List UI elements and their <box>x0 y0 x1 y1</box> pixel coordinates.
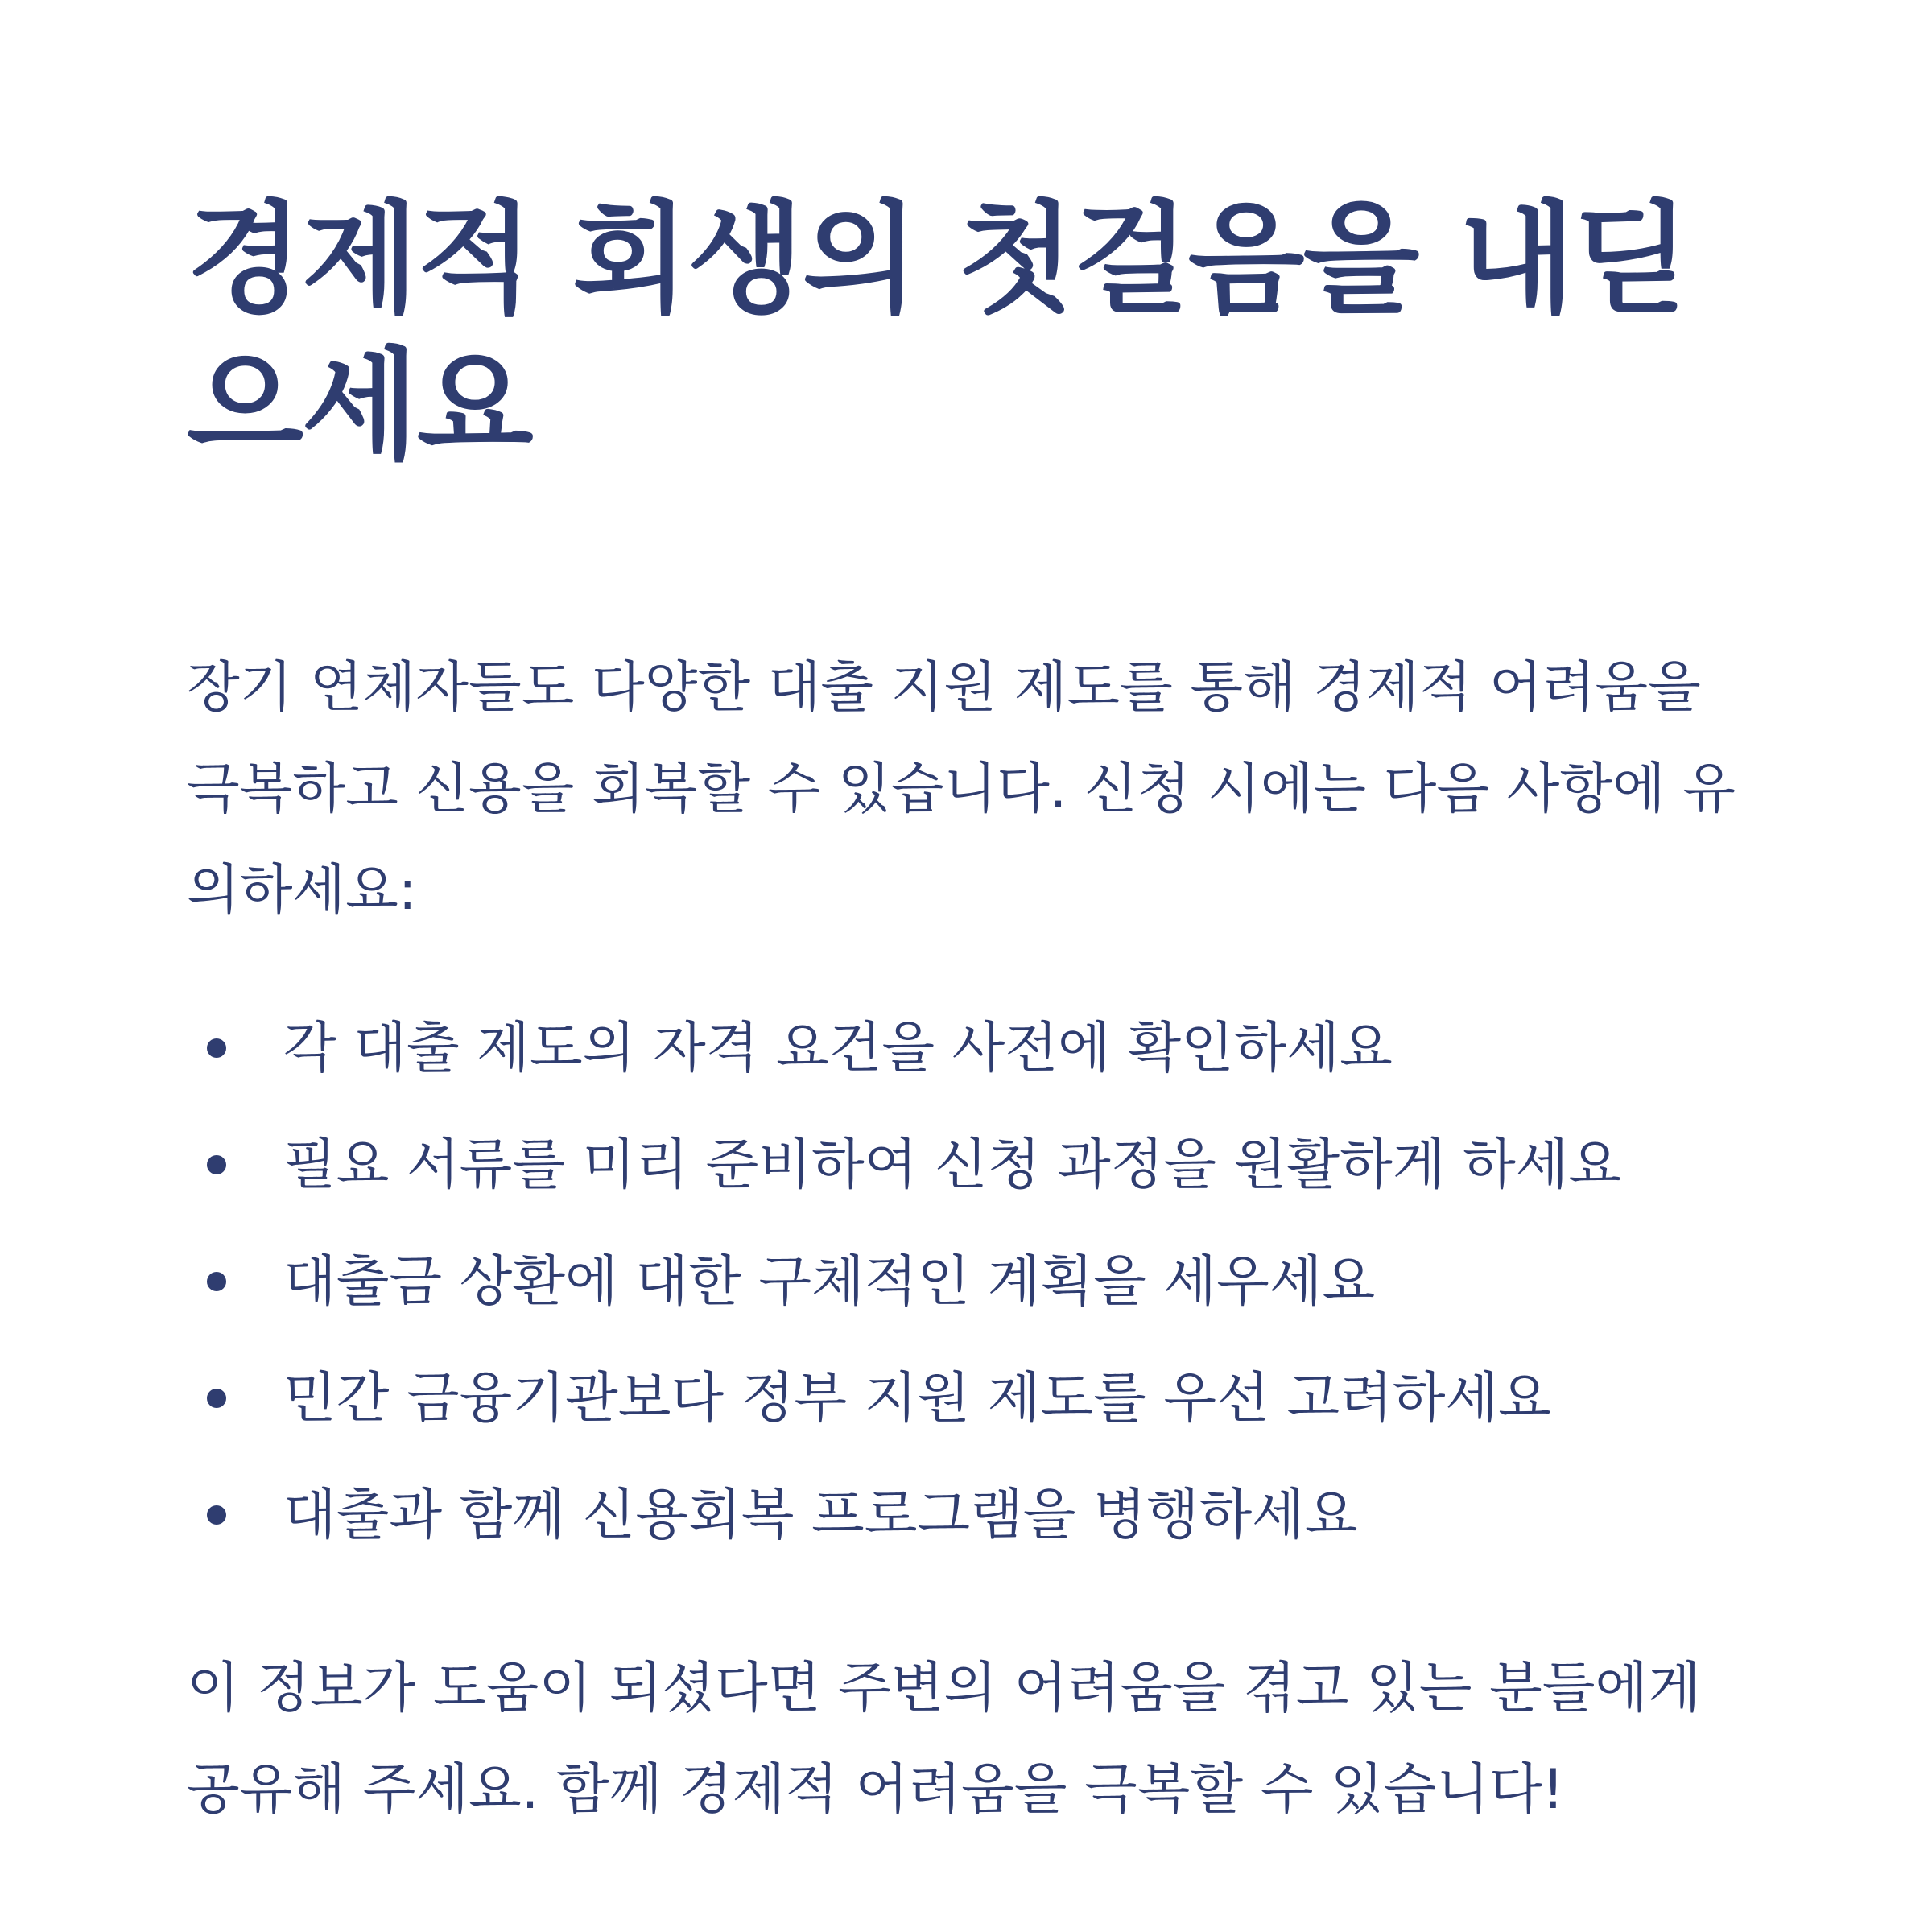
list-item <box>187 1107 1755 1224</box>
list-item <box>187 1224 1755 1340</box>
list-item <box>187 1457 1755 1574</box>
bullet-icon <box>207 1038 226 1058</box>
list-item-text: 필요 서류를 미리 준비하여 신청 과정을 원활하게 하세요 <box>283 1133 1622 1197</box>
bullet-icon <box>207 1155 226 1174</box>
list-item <box>187 990 1755 1107</box>
list-item-text: 대출금 상환에 대한 구체적인 계획을 세우세요 <box>283 1250 1376 1314</box>
bullet-icon <box>207 1272 226 1291</box>
list-item-text: 민간 금융기관보다 정부 지원 제도를 우선 고려하세요 <box>283 1367 1551 1430</box>
closing-paragraph: 이 정보가 도움이 되셨다면 주변의 어려움을 겪고 있는 분들에게 공유해 주세요. 함께 경제적 어려움을 극복할 수 있습니다! <box>187 1657 1701 1822</box>
list-item <box>187 1340 1755 1457</box>
bullet-icon <box>207 1389 226 1408</box>
list-item-text: 대출과 함께 신용회복 프로그램을 병행하세요 <box>283 1484 1358 1547</box>
page-title: 경제적 회생의 첫걸음을 내딛으세요 <box>187 190 1689 477</box>
list-item-text: 각 대출 제도의 자격 요건을 사전에 확인하세요 <box>283 1017 1393 1080</box>
tips-list <box>187 990 1755 1574</box>
bullet-icon <box>207 1505 226 1525</box>
intro-paragraph: 장기 연체자들도 다양한 대출 지원 제도를 통해 경제적 어려움을 극복하고 신용을 회복할 수 있습니다. 신청 시에는 다음 사항에 유의하세요: <box>187 656 1736 923</box>
